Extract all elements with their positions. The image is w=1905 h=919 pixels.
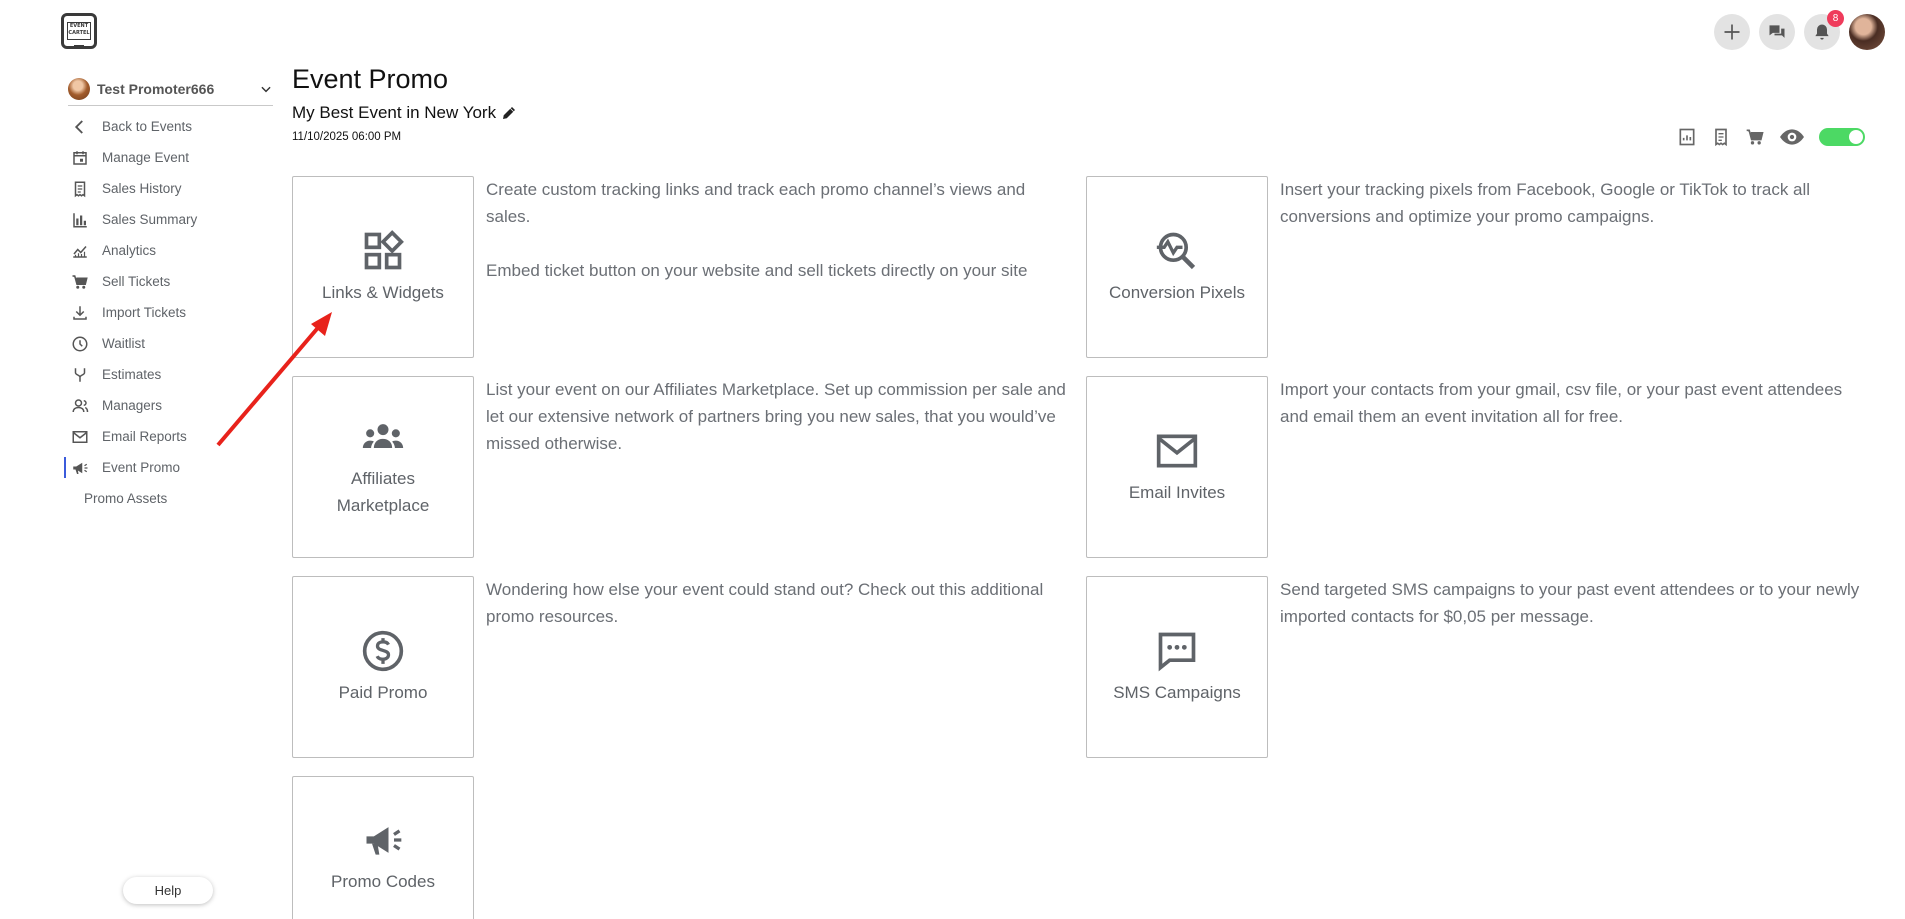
affiliates-marketplace-description: List your event on our Affiliates Marketplace. Set up commission per sale and let our extensive network of partners bring you new sales, that you would’ve missed otherwise. [486, 380, 1066, 453]
widgets-icon [361, 229, 405, 273]
analytics-icon [71, 242, 89, 260]
sidebar-item-label: Waitlist [102, 336, 145, 351]
card-label: SMS Campaigns [1113, 682, 1241, 702]
search-pulse-icon [1155, 229, 1199, 273]
notifications-button[interactable] [1804, 14, 1840, 50]
users-icon [71, 397, 89, 415]
plus-icon [1722, 22, 1742, 42]
megaphone-icon [361, 818, 405, 862]
promoter-name: Test Promoter666 [97, 80, 215, 97]
logo-text: EVENT CARTEL [67, 22, 91, 40]
card-label: Promo Codes [331, 871, 435, 891]
bell-icon [1812, 22, 1832, 42]
promoter-selector[interactable] [68, 72, 273, 106]
notification-badge: 8 [1827, 10, 1844, 27]
paid-promo-card[interactable] [292, 576, 474, 758]
event-name [292, 103, 518, 123]
sidebar-item-sales-summary[interactable] [64, 204, 274, 235]
chat-icon [1767, 22, 1787, 42]
user-avatar[interactable] [1849, 14, 1885, 50]
event-date: 11/10/2025 06:00 PM [292, 131, 402, 143]
page-title: Event Promo [292, 64, 449, 94]
annotation-arrow [210, 305, 340, 455]
sms-campaigns-description: Send targeted SMS campaigns to your past event attendees or to your newly imported contacts for $0,05 per message. [1280, 580, 1860, 626]
card-label: Affiliates Marketplace [336, 469, 430, 515]
sidebar-item-label: Managers [102, 398, 163, 413]
add-button[interactable] [1714, 14, 1750, 50]
megaphone-icon [71, 459, 89, 477]
sidebar-item-sell-tickets[interactable] [64, 266, 274, 297]
card-label: Email Invites [1128, 482, 1226, 502]
event-visibility-toggle[interactable] [1819, 128, 1865, 146]
report-icon[interactable] [1677, 127, 1697, 147]
sidebar-item-event-promo[interactable] [64, 452, 274, 483]
event-name-text: My Best Event in New York [292, 103, 497, 122]
event-toolbar [1677, 124, 1865, 150]
calendar-icon [71, 149, 89, 167]
sidebar-item-label: Analytics [102, 243, 157, 258]
email-invites-card[interactable] [1086, 376, 1268, 558]
messages-button[interactable] [1759, 14, 1795, 50]
mail-icon [71, 428, 89, 446]
sidebar-item-sales-history[interactable] [64, 173, 274, 204]
conversion-pixels-description: Insert your tracking pixels from Facebook, Google or TikTok to track all conversions and optimize your promo campaigns. [1280, 180, 1811, 226]
cart-icon[interactable] [1745, 127, 1765, 147]
sms-campaigns-card[interactable] [1086, 576, 1268, 758]
chevron-down-icon [259, 82, 273, 96]
sidebar-item-label: Manage Event [102, 150, 190, 165]
group-icon [361, 415, 405, 459]
sidebar-subitem-promo-assets[interactable]: Promo Assets [84, 491, 168, 506]
bar-chart-icon [71, 211, 89, 229]
links-widgets-description: Create custom tracking links and track each promo channel’s views and sales. Embed ticket button on your website and sell tickets directly on your site [486, 180, 1028, 280]
sidebar-item-analytics[interactable] [64, 235, 274, 266]
sidebar-item-label: Sales History [102, 181, 182, 196]
conversion-pixels-card[interactable] [1086, 176, 1268, 358]
envelope-icon [1155, 429, 1199, 473]
promoter-avatar [68, 78, 90, 100]
promo-codes-card[interactable] [292, 776, 474, 919]
clock-icon [71, 335, 89, 353]
dollar-circle-icon [361, 629, 405, 673]
help-button[interactable]: Help [123, 877, 213, 904]
sidebar-item-manage-event[interactable] [64, 142, 274, 173]
top-actions [1714, 14, 1885, 50]
chevron-left-icon [71, 118, 89, 136]
pencil-icon[interactable] [500, 104, 518, 122]
receipt-icon [71, 180, 89, 198]
card-label: Conversion Pixels [1108, 282, 1246, 302]
cart-icon [71, 273, 89, 291]
sidebar-item-label: Sales Summary [102, 212, 198, 227]
paid-promo-description: Wondering how else your event could stand out? Check out this additional promo resources. [486, 580, 1044, 626]
card-label: Paid Promo [338, 682, 428, 702]
email-invites-description: Import your contacts from your gmail, csv file, or your past event attendees and email them an event invitation all for free. [1280, 380, 1843, 426]
event-cartel-logo[interactable] [61, 13, 97, 49]
eye-icon[interactable] [1779, 124, 1805, 150]
sidebar-item-back-to-events[interactable] [64, 111, 274, 142]
sidebar-item-label: Email Reports [102, 429, 187, 444]
merge-icon [71, 366, 89, 384]
download-icon [71, 304, 89, 322]
sidebar-item-label: Estimates [102, 367, 162, 382]
receipt-icon[interactable] [1711, 127, 1731, 147]
card-label: Links & Widgets [322, 282, 444, 302]
sms-icon [1155, 629, 1199, 673]
sidebar-item-label: Import Tickets [102, 305, 187, 320]
sidebar-item-label: Event Promo [102, 460, 181, 475]
sidebar-item-label: Back to Events [102, 119, 193, 134]
sidebar-item-label: Sell Tickets [102, 274, 171, 289]
